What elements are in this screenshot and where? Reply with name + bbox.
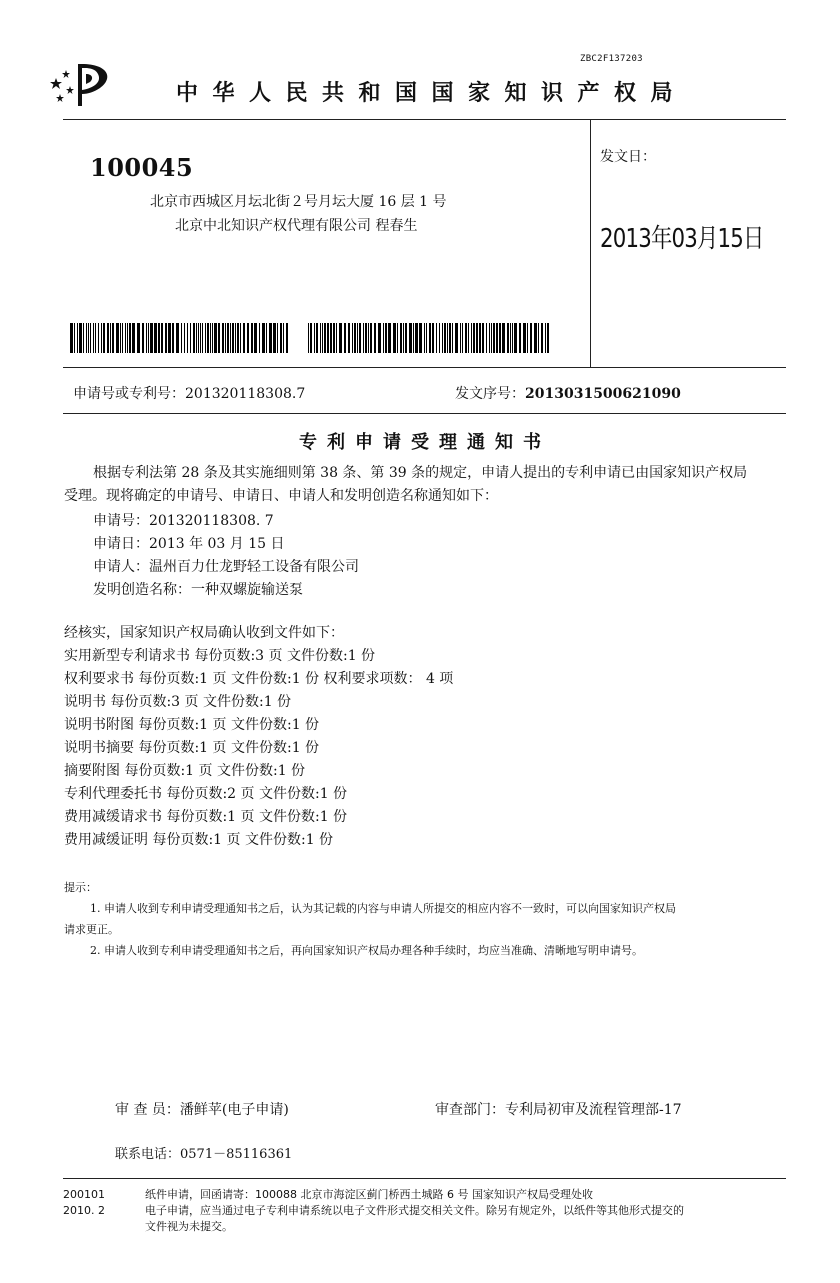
tip-2: 2. 申请人收到专利申请受理通知书之后，再向国家知识产权局办理各种手续时，均应当准确、清晰地写明申请号。	[90, 944, 643, 957]
serial-number-label: 发文序号：	[455, 386, 525, 402]
tip-1: 1. 申请人收到专利申请受理通知书之后，认为其记载的内容与申请人所提交的相应内容不一致时，可以向国家知识产权局	[90, 902, 676, 915]
department-label: 审查部门：	[435, 1102, 505, 1118]
examiner-row	[115, 1099, 289, 1119]
file-item: 费用减缓证明 每份页数:1 页 文件份数:1 份	[64, 832, 334, 848]
file-item: 实用新型专利请求书 每份页数:3 页 文件份数:1 份	[64, 648, 376, 664]
address-block-rule	[63, 367, 786, 368]
files-heading: 经核实，国家知识产权局确认收到文件如下：	[64, 625, 344, 641]
application-number-label: 申请号或专利号：	[73, 386, 185, 402]
application-number-row	[73, 383, 305, 403]
file-item: 费用减缓请求书 每份页数:1 页 文件份数:1 份	[64, 809, 348, 825]
intro-line-2: 受理。现将确定的申请号、申请日、申请人和发明创造名称通知如下：	[64, 488, 498, 504]
tips-heading: 提示：	[64, 881, 97, 894]
file-item: 说明书 每份页数:3 页 文件份数:1 份	[64, 694, 292, 710]
footer-text-1: 纸件申请，回函请寄：100088 北京市海淀区蓟门桥西土城路 6 号 国家知识产权局受理处收	[145, 1188, 593, 1201]
issue-date-label: 发文日：	[600, 149, 656, 165]
column-divider	[590, 119, 591, 367]
phone-row	[115, 1143, 292, 1162]
file-item: 权利要求书 每份页数:1 页 文件份数:1 份 权利要求项数： 4 项	[64, 671, 454, 687]
footer-text-2: 电子申请，应当通过电子专利申请系统以电子文件形式提交相关文件。除另有规定外，以纸件等其他形式提交的	[145, 1204, 684, 1217]
barcode	[70, 323, 550, 353]
serial-number: 2013031500621090	[525, 386, 681, 402]
office-name: 中华人民共和国国家知识产权局	[176, 80, 688, 106]
field-application-number: 申请号：201320118308. 7	[93, 513, 274, 529]
recipient-agency: 北京中北知识产权代理有限公司 程春生	[175, 218, 418, 234]
intro-line-1: 根据专利法第 28 条及其实施细则第 38 条、第 39 条的规定，申请人提出的专利申请已由国家知识产权局	[93, 465, 748, 481]
file-item: 专利代理委托书 每份页数:2 页 文件份数:1 份	[64, 786, 348, 802]
field-application-date: 申请日：2013 年 03 月 15 日	[93, 536, 285, 552]
tip-1-continued: 请求更正。	[64, 923, 119, 936]
footer-code-1: 200101	[63, 1188, 105, 1201]
sipo-logo	[48, 60, 116, 110]
footer-code-2: 2010. 2	[63, 1204, 105, 1217]
file-item: 说明书附图 每份页数:1 页 文件份数:1 份	[64, 717, 320, 733]
application-number: 201320118308.7	[185, 386, 306, 402]
serial-number-row	[455, 383, 681, 403]
header-rule	[63, 119, 786, 120]
tips	[64, 877, 676, 961]
examiner-label: 审 查 员：	[115, 1102, 180, 1118]
recipient-address: 北京市西城区月坛北街２号月坛大厦 16 层 1 号	[150, 194, 447, 210]
postcode: 100045	[90, 153, 194, 182]
field-invention-title: 发明创造名称：一种双螺旋输送泵	[93, 582, 303, 598]
file-item: 说明书摘要 每份页数:1 页 文件份数:1 份	[64, 740, 320, 756]
examiner-name: 潘鲜苹(电子申请)	[179, 1102, 289, 1118]
issue-date: 2013年03月15日	[600, 224, 764, 254]
footer-text-3: 文件视为未提交。	[145, 1220, 233, 1233]
department-row	[435, 1099, 682, 1119]
phone-label: 联系电话：	[115, 1147, 181, 1162]
reference-rule	[63, 413, 786, 414]
received-files	[64, 622, 453, 852]
notice-title: 专利申请受理通知书	[299, 432, 551, 453]
footer-rule	[63, 1178, 786, 1179]
field-applicant: 申请人：温州百力仕龙野轻工设备有限公司	[93, 559, 359, 575]
form-code: ZBC2F137203	[580, 54, 643, 64]
department-name: 专利局初审及流程管理部-17	[505, 1102, 682, 1118]
phone-number: 0571－85116361	[180, 1147, 293, 1162]
file-item: 摘要附图 每份页数:1 页 文件份数:1 份	[64, 763, 306, 779]
